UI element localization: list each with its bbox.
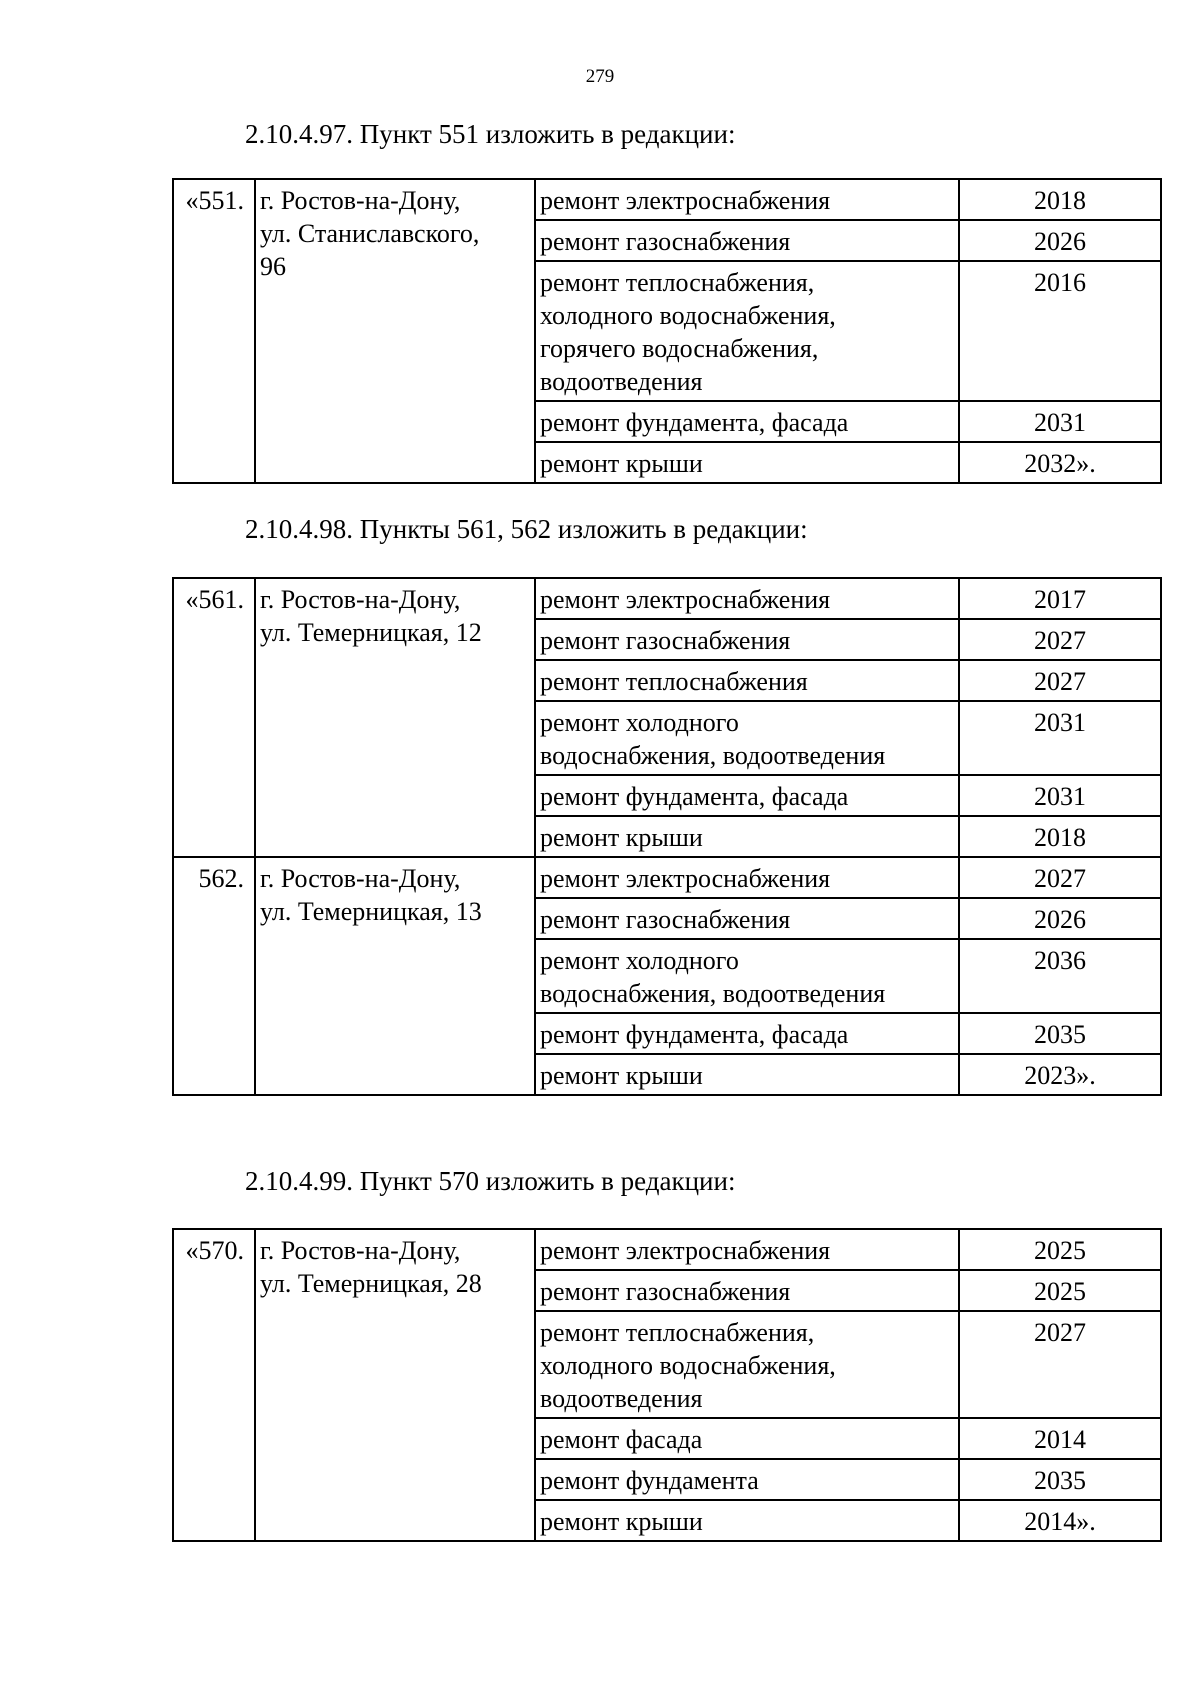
work-type xyxy=(535,1013,959,1054)
work-year: 2026 xyxy=(959,898,1161,939)
work-year: 2032». xyxy=(959,442,1161,483)
work-year: 2025 xyxy=(959,1270,1161,1311)
text-line: г. Ростов-на-Дону, xyxy=(260,585,461,614)
text-line: ремонт фасада xyxy=(540,1425,703,1454)
section-heading-99: 2.10.4.99. Пункт 570 изложить в редакции: xyxy=(245,1166,736,1196)
work-year: 2017 xyxy=(959,578,1161,619)
section-heading-98: 2.10.4.98. Пункты 561, 562 изложить в редакции: xyxy=(245,514,808,544)
text-line: ремонт крыши xyxy=(540,449,703,478)
work-year: 2026 xyxy=(959,220,1161,261)
text-line: 96 xyxy=(260,252,286,281)
work-year: 2031 xyxy=(959,701,1161,775)
work-year: 2018 xyxy=(959,179,1161,220)
work-year: 2018 xyxy=(959,816,1161,857)
text-line: ремонт крыши xyxy=(540,823,703,852)
text-line: ремонт электроснабжения xyxy=(540,864,831,893)
table-items-561-562 xyxy=(172,577,1162,1096)
work-type xyxy=(535,1500,959,1541)
work-type xyxy=(535,939,959,1013)
item-number: 562. xyxy=(173,857,255,1095)
table-item-551 xyxy=(172,178,1162,484)
work-year: 2027 xyxy=(959,1311,1161,1418)
text-line: ремонт газоснабжения xyxy=(540,905,791,934)
item-number: «561. xyxy=(173,578,255,857)
work-type xyxy=(535,898,959,939)
text-line: г. Ростов-на-Дону, xyxy=(260,1236,461,1265)
text-line: горячего водоснабжения, xyxy=(540,334,819,363)
text-line: ремонт холодного xyxy=(540,708,739,737)
work-year: 2027 xyxy=(959,857,1161,898)
table-row xyxy=(173,179,1161,220)
work-year: 2031 xyxy=(959,401,1161,442)
work-year: 2031 xyxy=(959,775,1161,816)
text-line: ремонт холодного xyxy=(540,946,739,975)
work-type xyxy=(535,1459,959,1500)
text-line: г. Ростов-на-Дону, xyxy=(260,186,461,215)
text-line: холодного водоснабжения, xyxy=(540,301,836,330)
text-line: ремонт электроснабжения xyxy=(540,1236,831,1265)
work-year: 2025 xyxy=(959,1229,1161,1270)
table-item-570 xyxy=(172,1228,1162,1542)
text-line: водоотведения xyxy=(540,1384,703,1413)
work-type xyxy=(535,1418,959,1459)
work-year: 2027 xyxy=(959,660,1161,701)
work-type xyxy=(535,660,959,701)
text-line: ремонт крыши xyxy=(540,1507,703,1536)
work-type xyxy=(535,442,959,483)
text-line: ремонт фундамента, фасада xyxy=(540,1020,849,1049)
text-line: ул. Станиславского, xyxy=(260,219,480,248)
section-heading-97: 2.10.4.97. Пункт 551 изложить в редакции: xyxy=(245,119,736,149)
work-year: 2036 xyxy=(959,939,1161,1013)
text-line: ремонт фундамента xyxy=(540,1466,759,1495)
work-type xyxy=(535,1270,959,1311)
work-type xyxy=(535,179,959,220)
work-type xyxy=(535,701,959,775)
text-line: водоснабжения, водоотведения xyxy=(540,979,886,1008)
work-type xyxy=(535,401,959,442)
work-type xyxy=(535,775,959,816)
work-type xyxy=(535,578,959,619)
text-line: ремонт фундамента, фасада xyxy=(540,408,849,437)
work-year: 2014 xyxy=(959,1418,1161,1459)
work-type xyxy=(535,619,959,660)
text-line: г. Ростов-на-Дону, xyxy=(260,864,461,893)
text-line: ремонт газоснабжения xyxy=(540,227,791,256)
text-line: ремонт фундамента, фасада xyxy=(540,782,849,811)
text-line: ул. Темерницкая, 28 xyxy=(260,1269,482,1298)
text-line: холодного водоснабжения, xyxy=(540,1351,836,1380)
work-type xyxy=(535,261,959,401)
work-year: 2035 xyxy=(959,1459,1161,1500)
text-line: ремонт теплоснабжения, xyxy=(540,268,815,297)
page-number: 279 xyxy=(585,66,615,87)
work-year: 2023». xyxy=(959,1054,1161,1095)
work-year: 2035 xyxy=(959,1013,1161,1054)
work-type xyxy=(535,816,959,857)
text-line: ремонт газоснабжения xyxy=(540,626,791,655)
item-number: «551. xyxy=(173,179,255,483)
table-row xyxy=(173,1229,1161,1270)
text-line: ул. Темерницкая, 12 xyxy=(260,618,482,647)
text-line: ремонт теплоснабжения, xyxy=(540,1318,815,1347)
item-address xyxy=(255,1229,535,1541)
work-type xyxy=(535,1229,959,1270)
table-row xyxy=(173,857,1161,898)
work-type xyxy=(535,220,959,261)
text-line: водоотведения xyxy=(540,367,703,396)
text-line: ремонт теплоснабжения xyxy=(540,667,808,696)
item-number: «570. xyxy=(173,1229,255,1541)
text-line: водоснабжения, водоотведения xyxy=(540,741,886,770)
work-type xyxy=(535,1054,959,1095)
work-year: 2016 xyxy=(959,261,1161,401)
item-address xyxy=(255,578,535,857)
work-year: 2014». xyxy=(959,1500,1161,1541)
text-line: ремонт крыши xyxy=(540,1061,703,1090)
item-address xyxy=(255,857,535,1095)
text-line: ремонт электроснабжения xyxy=(540,585,831,614)
item-address xyxy=(255,179,535,483)
text-line: ул. Темерницкая, 13 xyxy=(260,897,482,926)
work-year: 2027 xyxy=(959,619,1161,660)
table-row xyxy=(173,578,1161,619)
work-type xyxy=(535,857,959,898)
text-line: ремонт газоснабжения xyxy=(540,1277,791,1306)
text-line: ремонт электроснабжения xyxy=(540,186,831,215)
work-type xyxy=(535,1311,959,1418)
